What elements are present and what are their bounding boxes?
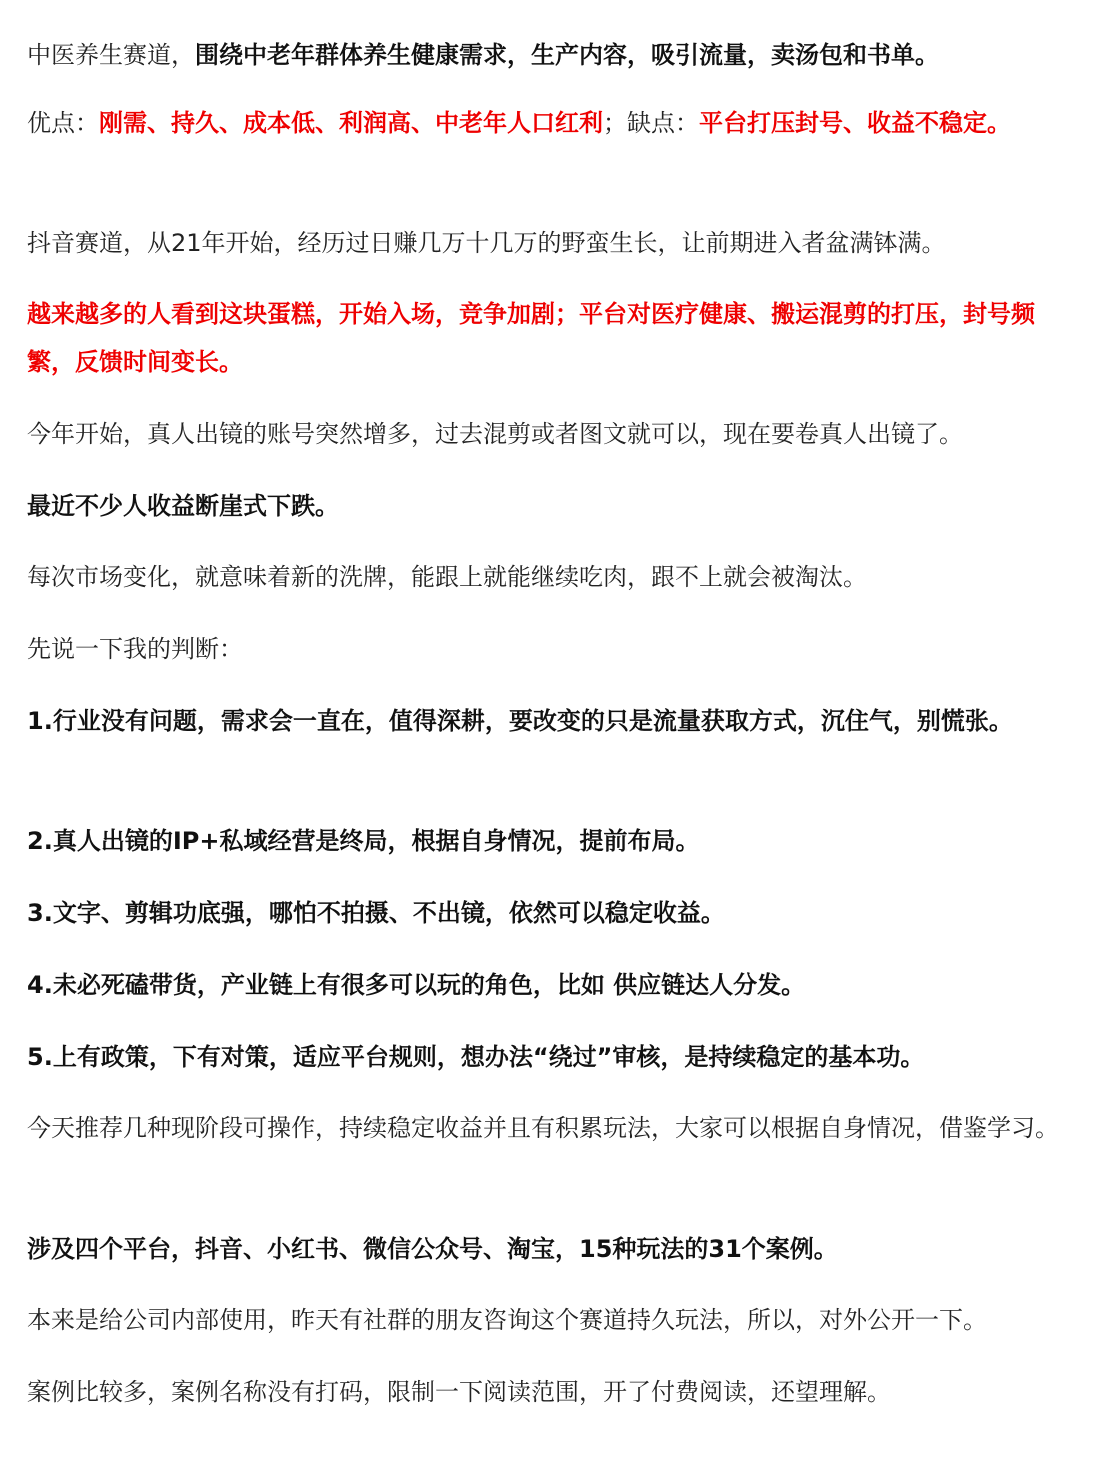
paragraph-judgment-intro: 先说一下我的判断： bbox=[27, 635, 243, 663]
pros-text: 刚需、持久、成本低、利润高、中老年人口红利 bbox=[99, 109, 603, 137]
paragraph-market-change: 每次市场变化，就意味着新的洗牌，能跟上就能继续吃肉，跟不上就会被淘汰。 bbox=[27, 563, 867, 591]
paragraph-tcm-lead: 中医养生赛道， bbox=[27, 41, 195, 69]
judgment-item-3: 3.文字、剪辑功底强，哪怕不拍摄、不出镜，依然可以稳定收益。 bbox=[27, 899, 725, 927]
paragraph-paid-reading: 案例比较多，案例名称没有打码，限制一下阅读范围，开了付费阅读，还望理解。 bbox=[27, 1378, 891, 1406]
paragraph-tcm-bold: 围绕中老年群体养生健康需求，生产内容，吸引流量，卖汤包和书单。 bbox=[195, 41, 939, 69]
cons-label: ；缺点： bbox=[603, 109, 699, 137]
paragraph-douyin-track: 抖音赛道，从21年开始，经历过日赚几万十几万的野蛮生长，让前期进入者盆满钵满。 bbox=[27, 229, 946, 257]
pros-label: 优点： bbox=[27, 109, 99, 137]
paragraph-real-person-trend: 今年开始，真人出镜的账号突然增多，过去混剪或者图文就可以，现在要卷真人出镜了。 bbox=[27, 420, 963, 448]
judgment-item-5: 5.上有政策，下有对策，适应平台规则，想办法“绕过”审核，是持续稳定的基本功。 bbox=[27, 1043, 925, 1071]
judgment-item-2: 2.真人出镜的IP+私域经营是终局，根据自身情况，提前布局。 bbox=[27, 827, 700, 855]
paragraph-recommendation: 今天推荐几种现阶段可操作，持续稳定收益并且有积累玩法，大家可以根据自身情况，借鉴学习。 bbox=[27, 1114, 1059, 1142]
paragraph-pros-cons bbox=[27, 99, 1075, 147]
judgment-item-1: 1.行业没有问题，需求会一直在，值得深耕，要改变的只是流量获取方式，沉住气，别慌张。 bbox=[27, 707, 1013, 735]
cons-text: 平台打压封号、收益不稳定。 bbox=[699, 109, 1011, 137]
paragraph-competition-warning: 越来越多的人看到这块蛋糕，开始入场，竞争加剧；平台对医疗健康、搬运混剪的打压，封号频繁，反馈时间变长。 bbox=[27, 300, 1035, 376]
paragraph-tcm-track bbox=[27, 31, 1075, 79]
paragraph-income-drop: 最近不少人收益断崖式下跌。 bbox=[27, 492, 339, 520]
judgment-item-4: 4.未必死磕带货，产业链上有很多可以玩的角色，比如 供应链达人分发。 bbox=[27, 971, 806, 999]
paragraph-internal-use: 本来是给公司内部使用，昨天有社群的朋友咨询这个赛道持久玩法，所以，对外公开一下。 bbox=[27, 1306, 987, 1334]
paragraph-platforms: 涉及四个平台，抖音、小红书、微信公众号、淘宝，15种玩法的31个案例。 bbox=[27, 1235, 838, 1263]
